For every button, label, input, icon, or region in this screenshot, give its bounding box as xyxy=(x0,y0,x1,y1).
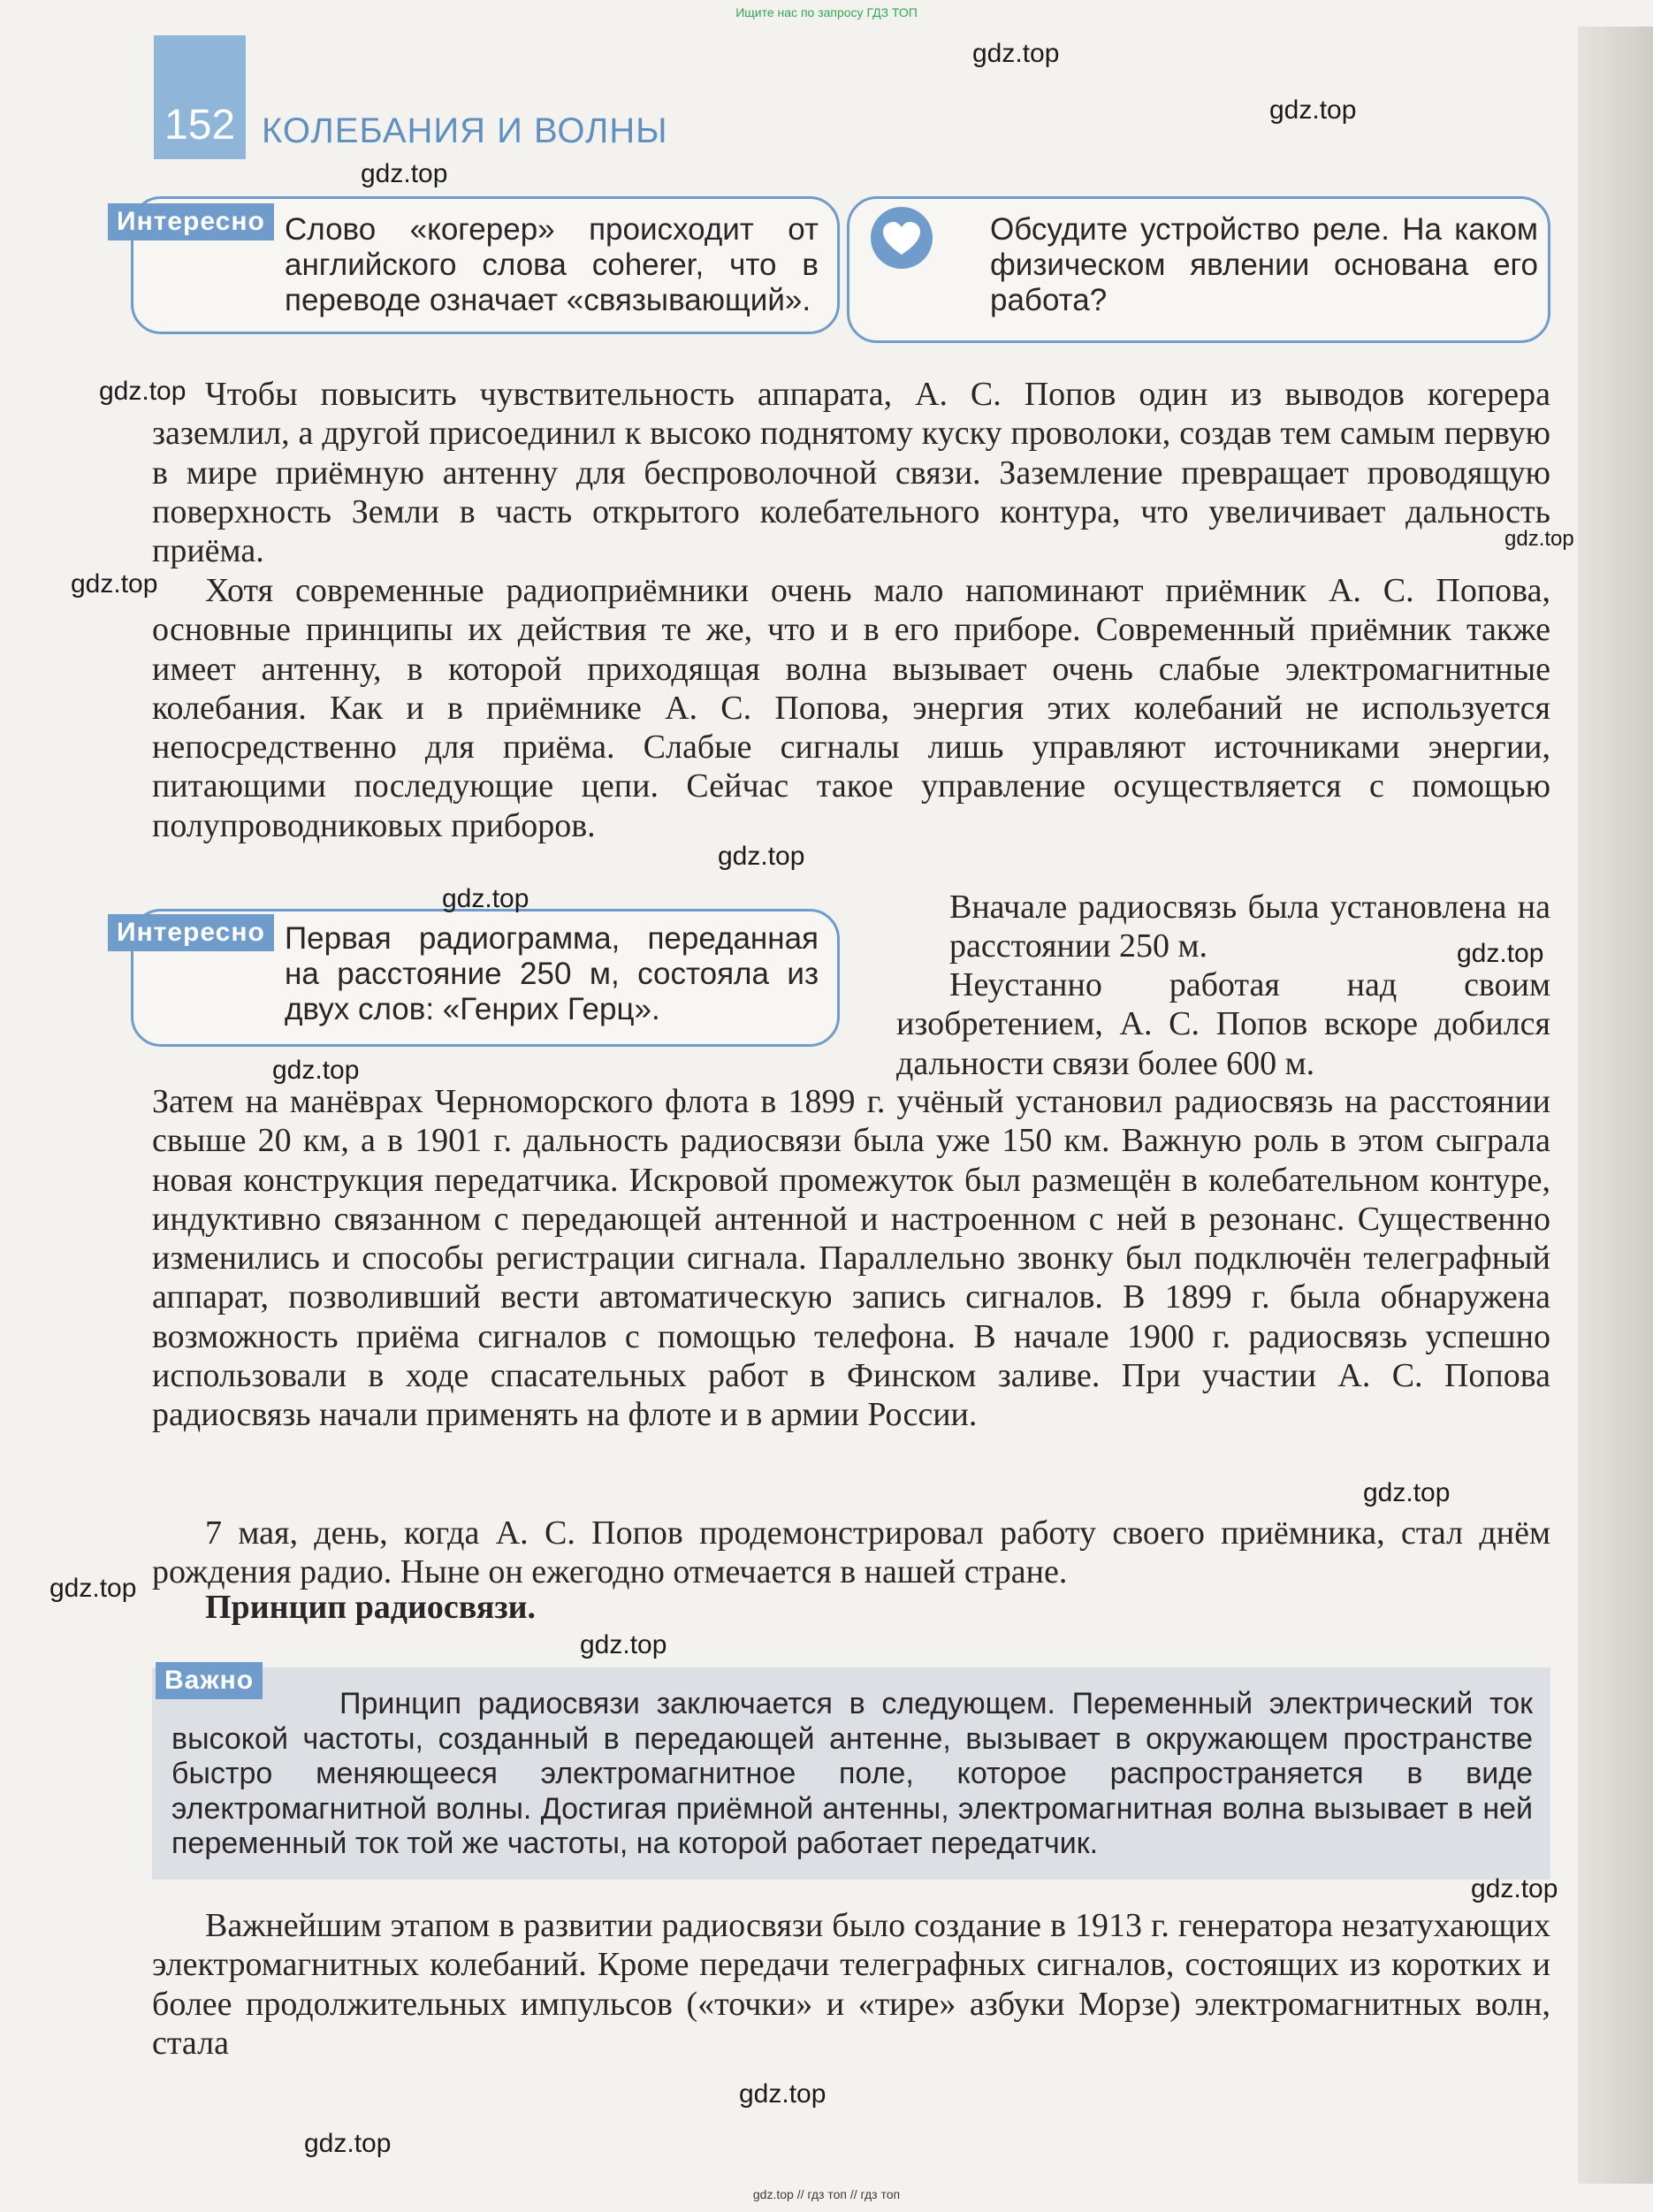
paragraph-4a: Неустанно работая над своим изобретением, А. С. Попов вскоре добился дальности связи более 600 м. xyxy=(896,966,1550,1082)
page-number: 152 xyxy=(164,102,236,149)
important-text: Принцип радиосвязи заключается в следующем. Переменный электрический ток высокой частоты, созданный в передающей антенне, вызывает в окружающем пространстве быстро меняющееся электромагнитное поле, которое распространяется в виде электромагнитной волны. Достигая приёмной антенны, электромагнитная волна вызывает в ней переменный ток той же частоты, на которой работает передатчик. xyxy=(171,1687,1533,1860)
watermark: gdz.top xyxy=(1471,1874,1558,1903)
watermark: gdz.top xyxy=(739,2079,826,2109)
discuss-text: Обсудите устройство реле. На каком физическом явлении основана его работа? xyxy=(990,212,1538,317)
header-note: Ищите нас по запросу ГДЗ ТОП xyxy=(735,5,918,19)
watermark: gdz.top xyxy=(304,2129,392,2158)
paragraph-4b: Затем на манёврах Черноморского флота в 1899 г. учёный установил радиосвязь на расстоянии свыше 20 км, а в 1901 г. дальность радиосвязи была уже 150 км. Важную роль в этом сыграла новая конструкция передатчика. Искровой промежуток был размещён в колебательном контуре, индуктивно связанном с передающей антенной и настроенном с ней в резонанс. Существенно изменились и способы регистрации сигнала. Параллельно звонку был подключён телеграфный аппарат, позволивший вести автоматическую запись сигналов. В 1899 г. была обнаружена возможность приёма сигналов с помощью телефона. В начале 1900 г. радиосвязь успешно использовали в ходе спасательных работ в Финском заливе. При участии А. С. Попова радиосвязь начали применять на флоте и в армии России. xyxy=(152,1083,1550,1434)
page-edge-shadow xyxy=(1578,27,1653,2184)
watermark: gdz.top xyxy=(1269,95,1357,125)
interesting-label-2: Интересно xyxy=(108,914,274,951)
paragraph-3: Вначале радиосвязь была установлена на расстоянии 250 м. xyxy=(949,889,1550,965)
paragraph-6: Важнейшим этапом в развитии радиосвязи было создание в 1913 г. генератора незатухающих электромагнитных колебаний. Кроме передачи телеграфных сигналов, состоящих из коротких и более продолжительных импульсов («точки» и «тире» азбуки Морзе) электромагнитных волн, стала xyxy=(152,1907,1550,2062)
paragraph-2: Хотя современные радиоприёмники очень мало напоминают приёмник А. С. Попова, основные принципы их действия те же, что и в его приборе. Современный приёмник также имеет антенну, в которой приходящая волна вызывает очень слабые электромагнитные колебания. Как и в приёмнике А. С. Попова, энергия этих колебаний не используется непосредственно для приёма. Слабые сигналы лишь управляют источниками энергии, питающими последующие цепи. Сейчас такое управление осуществляется с помощью полупроводниковых приборов. xyxy=(152,572,1550,844)
watermark: gdz.top xyxy=(1363,1478,1451,1507)
interesting-label-1: Интересно xyxy=(108,203,274,240)
watermark: gdz.top xyxy=(361,159,448,188)
heart-hands-icon xyxy=(871,207,933,269)
watermark: gdz.top xyxy=(442,884,529,913)
paragraph-1: Чтобы повысить чувствительность аппарата, А. С. Попов один из выводов когерера заземлил, а другой присоединил к высоко поднятому куску проволоки, создав тем самым первую в мире приёмную антенну для беспроволочной связи. Заземление превращает проводящую поверхность Земли в часть открытого колебательного контура, что увеличивает дальность приёма. xyxy=(152,376,1550,570)
chapter-title: КОЛЕБАНИЯ И ВОЛНЫ xyxy=(262,111,668,150)
important-label: Важно xyxy=(156,1662,263,1699)
watermark: gdz.top xyxy=(1504,527,1574,551)
paragraph-5: 7 мая, день, когда А. С. Попов продемонстрировал работу своего приёмника, стал днём рождения радио. Ныне он ежегодно отмечается в нашей стране. xyxy=(152,1514,1550,1591)
watermark: gdz.top xyxy=(272,1056,360,1085)
section-heading: Принцип радиосвязи. xyxy=(205,1589,537,1626)
watermark: gdz.top xyxy=(50,1574,137,1603)
watermark: gdz.top xyxy=(99,377,187,406)
watermark: gdz.top xyxy=(718,842,805,871)
interesting-text-1: Слово «когерер» происходит от английского слова coherer, что в переводе означает «связывающий». xyxy=(285,212,819,317)
footer-note: gdz.top // гдз топ // гдз топ xyxy=(752,2187,901,2201)
watermark: gdz.top xyxy=(580,1630,667,1659)
interesting-text-2: Первая радиограмма, переданная на расстояние 250 м, состояла из двух слов: «Генрих Герц». xyxy=(285,921,819,1026)
watermark: gdz.top xyxy=(1457,939,1544,968)
watermark: gdz.top xyxy=(972,39,1060,68)
watermark: gdz.top xyxy=(71,569,158,599)
